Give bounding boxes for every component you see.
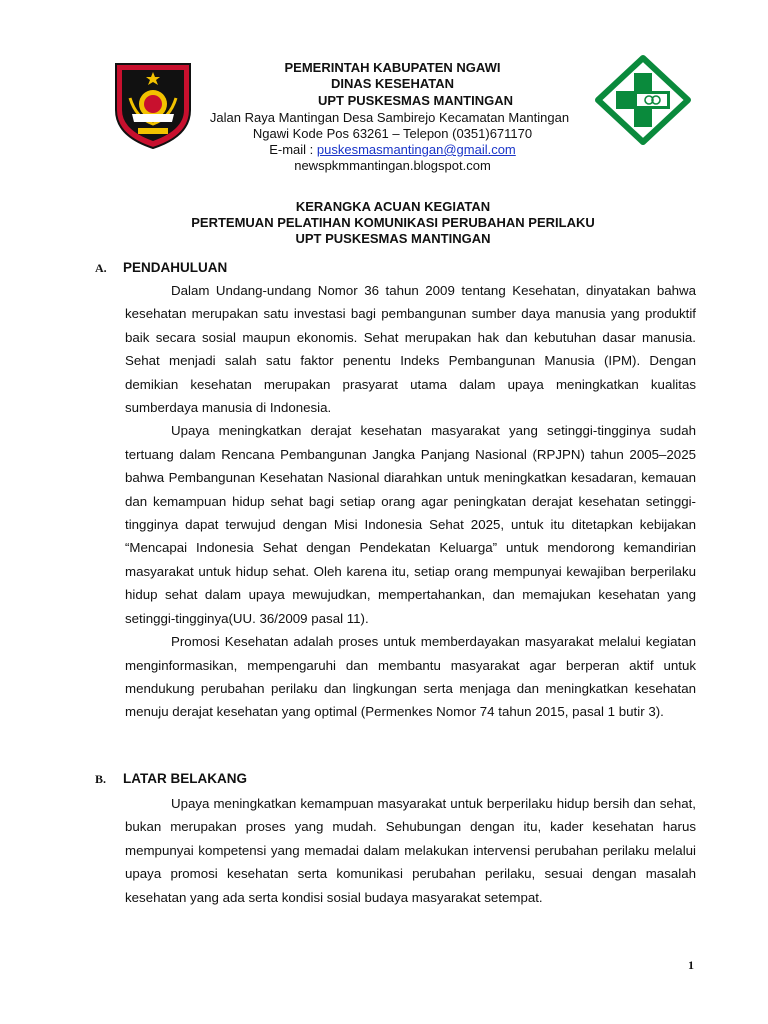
section-b-title: LATAR BELAKANG (123, 771, 247, 786)
blog-line: newspkmmantingan.blogspot.com (294, 158, 491, 173)
paragraph: Upaya meningkatkan kemampuan masyarakat untuk berperilaku hidup bersih dan sehat, bukan merupakan proses yang mudah. Sehubungan dengan itu, kader kesehatan harus mempunyai kompetensi yang memadai dalam melakukan intervensi perubahan perilaku melalui upaya promosi kesehatan serta komunikasi perubahan perilaku, sesuai dengan masalah kesehatan yang ada serta kondisi sosial budaya masyarakat setempat. (125, 796, 696, 905)
unit-name: UPT PUSKESMAS MANTINGAN (317, 93, 513, 108)
section-a-letter: A. (95, 261, 107, 275)
section-a-body (125, 279, 696, 724)
email-label: E-mail : (269, 142, 317, 157)
ngawi-emblem-logo (112, 58, 194, 150)
postal-phone-line: Ngawi Kode Pos 63261 – Telepon (0351)671170 (252, 126, 533, 141)
agency-name: DINAS KESEHATAN (330, 76, 455, 91)
email-line (190, 142, 595, 157)
title-line-2: PERTEMUAN PELATIHAN KOMUNIKASI PERUBAHAN PERILAKU (191, 215, 595, 230)
puskesmas-logo (595, 55, 691, 145)
paragraph: Upaya meningkatkan derajat kesehatan masyarakat yang setinggi-tingginya sudah tertuang dalam Rencana Pembangunan Jangka Panjang Nasional (RPJPN) tahun 2005–2025 bahwa Pembangunan Kesehatan Nasional diarahkan untuk meningkatkan kesadaran, kemauan dan kemampuan hidup sehat bagi setiap orang agar peningkatan derajat kesehatan setinggi-tingginya dapat terwujud dengan Misi Indonesia Sehat 2025, untuk itu ditetapkan kebijakan “Mencapai Indonesia Sehat dengan Pendekatan Keluarga” untuk mendorong kemandirian masyarakat untuk hidup sehat. Oleh karena itu, setiap orang mempunyai kewajiban berperilaku hidup sehat dalam upaya mewujudkan, mempertahankan, dan memajukan kesehatan yang setinggi-tingginya(UU. 36/2009 pasal 11). (125, 423, 696, 626)
address-line: Jalan Raya Mantingan Desa Sambirejo Kecamatan Mantingan (209, 110, 570, 125)
government-name: PEMERINTAH KABUPATEN NGAWI (284, 60, 501, 75)
title-line-1: KERANGKA ACUAN KEGIATAN (295, 199, 491, 214)
page-number: 1 (688, 958, 694, 972)
letterhead (190, 60, 595, 174)
paragraph: Promosi Kesehatan adalah proses untuk memberdayakan masyarakat melalui kegiatan menginformasikan, mempengaruhi dan membantu masyarakat agar berperan aktif untuk mendukung perubahan perilaku dan lingkungan serta menjaga dan meningkatkan kesehatan menuju derajat kesehatan yang optimal (Permenkes Nomor 74 tahun 2015, pasal 1 butir 3). (125, 634, 696, 720)
section-b-heading (95, 771, 247, 787)
email-link[interactable]: puskesmasmantingan@gmail.com (316, 142, 516, 157)
section-a-title: PENDAHULUAN (123, 260, 228, 275)
section-b-letter: B. (95, 772, 107, 786)
document-title (120, 199, 666, 247)
section-a-heading (95, 260, 227, 276)
section-b-body (125, 792, 696, 909)
title-line-3: UPT PUSKESMAS MANTINGAN (295, 231, 491, 246)
paragraph: Dalam Undang-undang Nomor 36 tahun 2009 tentang Kesehatan, dinyatakan bahwa kesehatan merupakan satu investasi bagi pembangunan sumber daya manusia yang produktif baik secara sosial maupun ekonomis. Sehat merupakan hak dan kebutuhan dasar manusia. Sehat menjadi salah satu faktor penentu Indeks Pembangunan Manusia (IPM). Dengan demikian kesehatan merupakan prasyarat utama dalam upaya meningkatkan kualitas sumberdaya manusia di Indonesia. (125, 283, 696, 416)
